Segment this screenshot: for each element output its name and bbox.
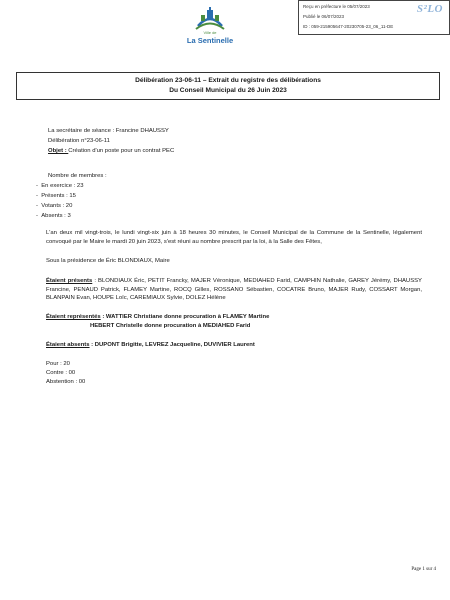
represented-line-1: Étaient représentés : WATTIER Christiane donne procuration à FLAMEY Martine [46, 314, 270, 320]
members-item: - Absents : 3 [36, 213, 71, 219]
vote-for: Pour : 20 [46, 361, 70, 367]
page-number: Page 1 sur 4 [411, 567, 436, 572]
absent-members [46, 342, 255, 348]
present-list: : BLONDIAUX Éric, PETIT Francky, MAJER Véronique, MEDIAHED Farid, CAMPHIN Nathalie, GAREY Jérémy, DHAUSSY Francine, PENAUD Patrick, FLAMEY Martine, ROCQ Gilles, ROSSANO Sébastien, COCATRE Bruno, MAJER Rudy, COSSART Morgan, BLANPAIN Evan, HOUPE Loïc, CAREMIAUX Sylvie, DOLEZ Hélène [46, 278, 422, 302]
present-members [46, 277, 422, 303]
object-label: Objet : [48, 148, 69, 154]
town-emblem-icon [180, 6, 240, 32]
deliberation-number: Délibération n°23-06-11 [48, 138, 110, 144]
town-logo [180, 6, 240, 50]
prefecture-stamp [298, 0, 450, 35]
document-title-box [16, 72, 440, 100]
stamp-published: Publié le 06/07/2023 [303, 14, 345, 19]
document-subtitle: Du Conseil Municipal du 26 Juin 2023 [169, 87, 287, 94]
session-secretary: La secrétaire de séance : Francine DHAUSSY [48, 128, 169, 134]
members-heading: Nombre de membres : [48, 173, 107, 179]
present-label: Étaient présents [46, 278, 93, 284]
logo-town-name: La Sentinelle [186, 36, 234, 45]
session-presidency: Sous la présidence de Éric BLONDIAUX, Maire [46, 258, 170, 264]
represented-label: Étaient représentés [46, 314, 101, 320]
logo-subtitle: Ville de [203, 30, 217, 35]
deliberation-object [48, 148, 174, 154]
members-item: - En exercice : 23 [36, 183, 84, 189]
members-item: - Votants : 20 [36, 203, 73, 209]
stamp-id: ID : 059-215905647-20230705-23_06_11-DE [303, 24, 394, 29]
absent-label: Étaient absents [46, 342, 90, 348]
vote-against: Contre : 00 [46, 370, 76, 376]
document-title: Délibération 23-06-11 – Extrait du registre des délibérations [135, 77, 321, 84]
members-item: - Présents : 15 [36, 193, 76, 199]
stamp-logo: S²LO [416, 3, 443, 15]
represented-line-2: HEBERT Christelle donne procuration à MEDIAHED Farid [90, 323, 251, 329]
vote-abstention: Abstention : 00 [46, 379, 86, 385]
object-text: Création d'un poste pour un contrat PEC [68, 148, 175, 154]
absent-list: : DUPONT Brigitte, LEVREZ Jacqueline, DUVIVIER Laurent [89, 342, 255, 348]
stamp-received: Reçu en préfecture le 05/07/2023 [303, 4, 370, 9]
session-intro: L'an deux mil vingt-trois, le lundi vingt-six juin à 18 heures 30 minutes, le Conseil Municipal de la Commune de la Sentinelle, légalement convoqué par le Maire le mardi 20 juin 2023, s'est réuni au nombre prescrit par la loi, à la Salle des Fêtes, [46, 230, 422, 245]
